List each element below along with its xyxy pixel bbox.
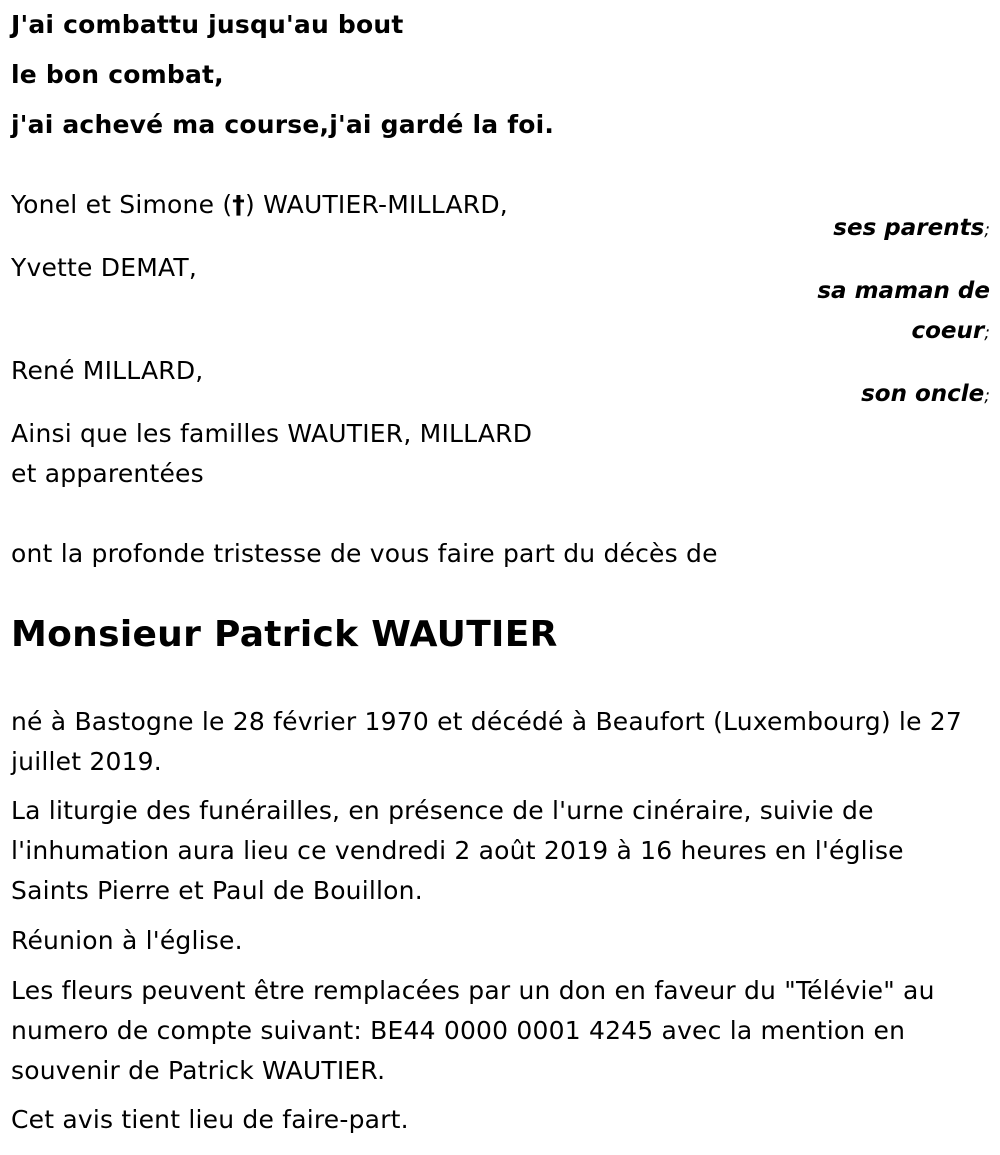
families-line-2: et apparentées [11, 459, 204, 488]
parents-suffix: ) WAUTIER-MILLARD, [245, 190, 508, 219]
role-separator: ; [984, 220, 990, 240]
role-separator: ; [984, 323, 990, 343]
role-parents [833, 208, 990, 250]
meeting-paragraph: Réunion à l'église. [11, 926, 243, 955]
birth-death-paragraph: né à Bastogne le 28 février 1970 et décédé à Beaufort (Luxembourg) le 27 juillet 2019. [11, 707, 963, 776]
role-uncle-label: son oncle [861, 381, 985, 407]
announcement: ont la profonde tristesse de vous faire part du décès de [11, 539, 718, 568]
family-heart-mother: Yvette DEMAT, [11, 253, 197, 282]
verse-line-1: J'ai combattu jusqu'au bout [11, 10, 404, 39]
flowers-paragraph: Les fleurs peuvent être remplacées par un don en faveur du "Télévie" au numero de compte suivant: BE44 0000 0001 4245 avec la mention en souvenir de Patrick WAUTIER. [11, 976, 935, 1085]
funeral-paragraph: La liturgie des funérailles, en présence de l'urne cinéraire, suivie de l'inhumation aura lieu ce vendredi 2 août 2019 à 16 heures en l'église Saints Pierre et Paul de Bouillon. [11, 796, 904, 905]
verse-line-2: le bon combat, [11, 60, 224, 89]
deceased-name: Monsieur Patrick WAUTIER [11, 614, 558, 655]
notice-paragraph: Cet avis tient lieu de faire-part. [11, 1105, 409, 1134]
parents-prefix: Yonel et Simone ( [11, 190, 233, 219]
family-parents [11, 185, 508, 225]
families-line-1: Ainsi que les familles WAUTIER, MILLARD [11, 419, 533, 448]
family-uncle: René MILLARD, [11, 356, 204, 385]
verse-line-3: j'ai achevé ma course,j'ai gardé la foi. [11, 110, 555, 139]
role-heart-mother-line2 [912, 311, 991, 353]
role-separator: ; [984, 386, 990, 406]
cross-icon: † [232, 190, 245, 219]
role-heart-mother-label: coeur [911, 318, 985, 344]
role-uncle [861, 374, 990, 416]
role-heart-mother-line1: sa maman de [817, 278, 990, 304]
role-parents-label: ses parents [833, 215, 985, 241]
